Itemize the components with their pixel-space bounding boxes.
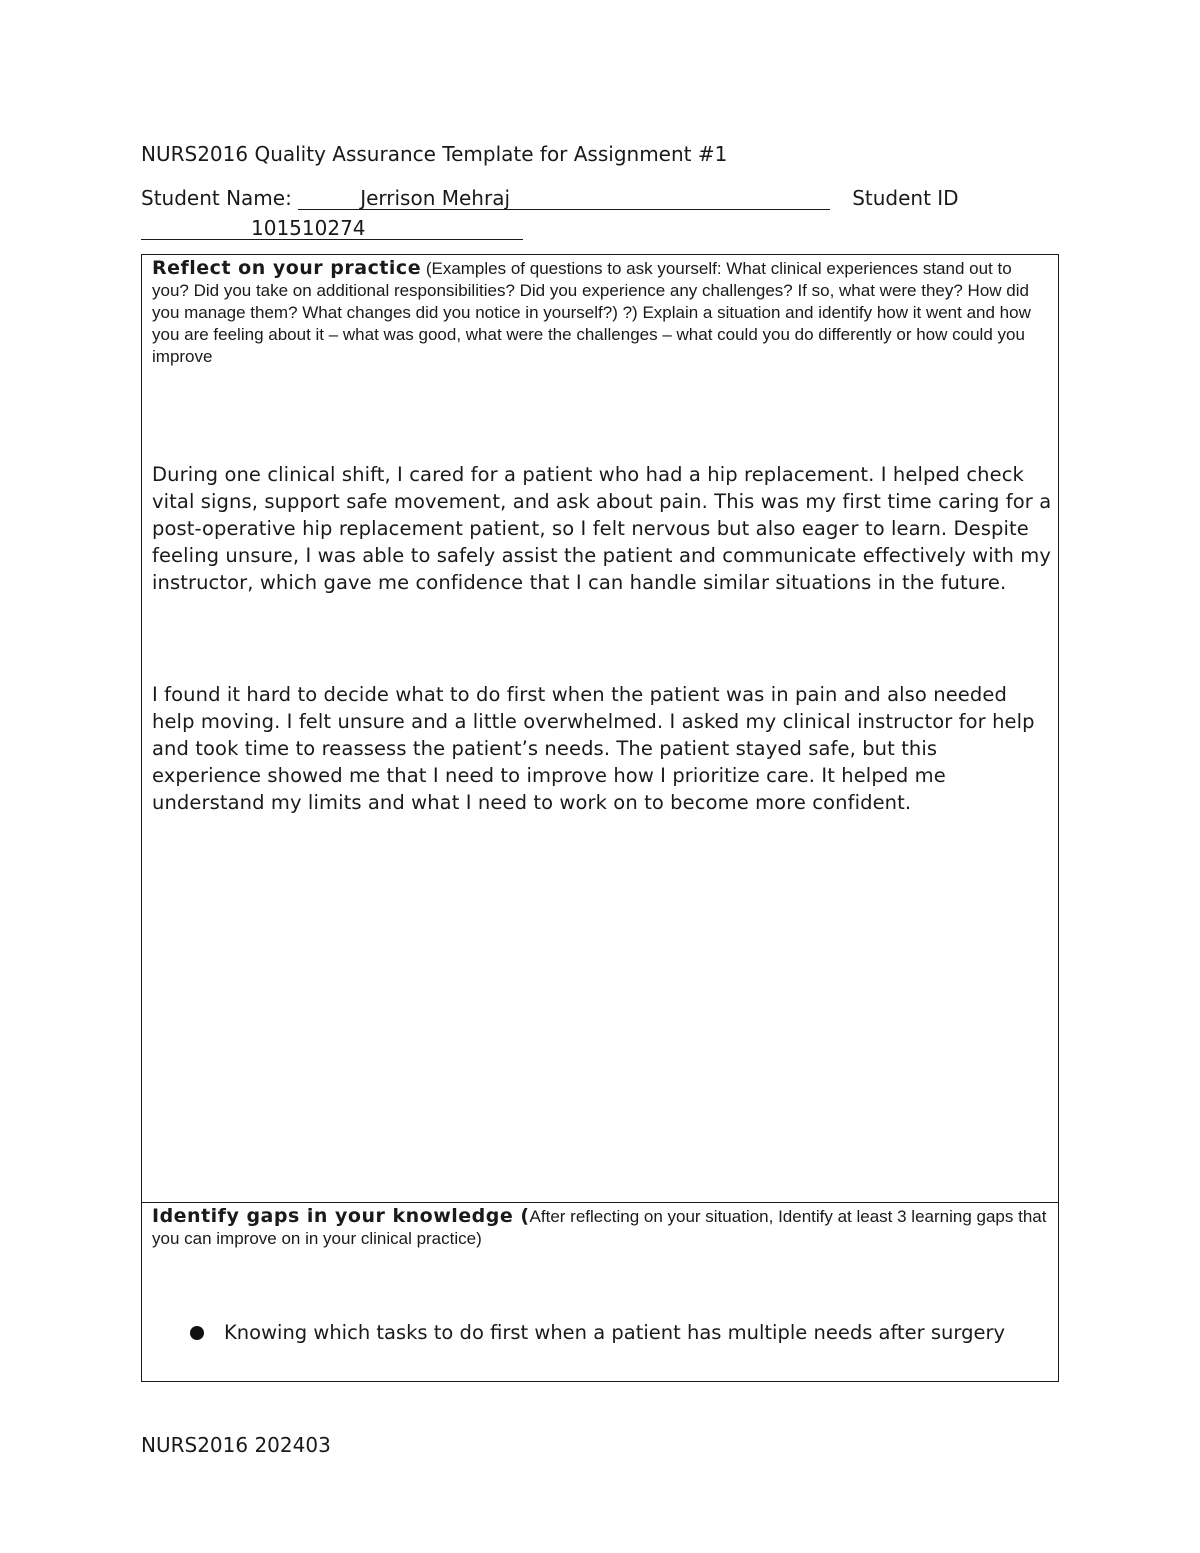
reflect-prompt	[152, 257, 1048, 368]
reflect-heading: Reflect on your practice	[152, 257, 422, 279]
bullet-icon	[190, 1326, 204, 1340]
gaps-list	[186, 1315, 1018, 1351]
student-name-row	[141, 183, 959, 213]
reflect-prompt-text: (Examples of questions to ask yourself: What clinical experiences stand out to you? Did you take on additional responsibilities? Did you experience any challenges? If so, what were they? How did you manage them? What changes did you notice in yourself?) ?) Explain a situation and identify how it went and how you are feeling about it – what was good, what were the challenges – what could you do differently or how could you improve	[152, 259, 1031, 366]
student-id-label: Student ID	[852, 186, 959, 210]
student-name-label: Student Name:	[141, 186, 299, 210]
student-name-field[interactable]: Jerrison Mehraj	[298, 187, 830, 210]
reflection-paragraph-1[interactable]: During one clinical shift, I cared for a patient who had a hip replacement. I helped check vital signs, support safe movement, and ask about pain. This was my first time caring for a post-operative hip replacement patient, so I felt nervous but also eager to learn. Despite feeling unsure, I was able to safely assist the patient and communicate effectively with my instructor, which gave me confidence that I can handle similar situations in the future.	[152, 463, 1052, 594]
reflection-paragraph-2[interactable]: I found it hard to decide what to do first when the patient was in pain and also needed help moving. I felt unsure and a little overwhelmed. I asked my clinical instructor for help and took time to reassess the patient’s needs. The patient stayed safe, but this experience showed me that I need to improve how I prioritize care. It helped me understand my limits and what I need to work on to become more confident.	[152, 683, 1035, 814]
gaps-heading: Identify gaps in your knowledge (	[152, 1205, 530, 1227]
quality-assurance-table	[141, 254, 1059, 1382]
student-id-field[interactable]: 101510274	[141, 217, 523, 240]
page-footer: NURS2016 202403	[141, 1433, 331, 1457]
reflect-section	[142, 255, 1058, 1203]
gaps-prompt-text: After reflecting on your situation, Identify at least 3 learning gaps that you can improve on in your clinical practice)	[152, 1207, 1047, 1248]
list-item[interactable]	[186, 1315, 1018, 1351]
document-title: NURS2016 Quality Assurance Template for Assignment #1	[141, 142, 728, 166]
gap-item-text: Knowing which tasks to do first when a patient has multiple needs after surgery	[224, 1321, 1006, 1344]
knowledge-gaps-section	[142, 1203, 1058, 1381]
student-info	[141, 183, 959, 243]
gaps-prompt	[152, 1205, 1048, 1250]
student-id-row	[141, 213, 959, 243]
